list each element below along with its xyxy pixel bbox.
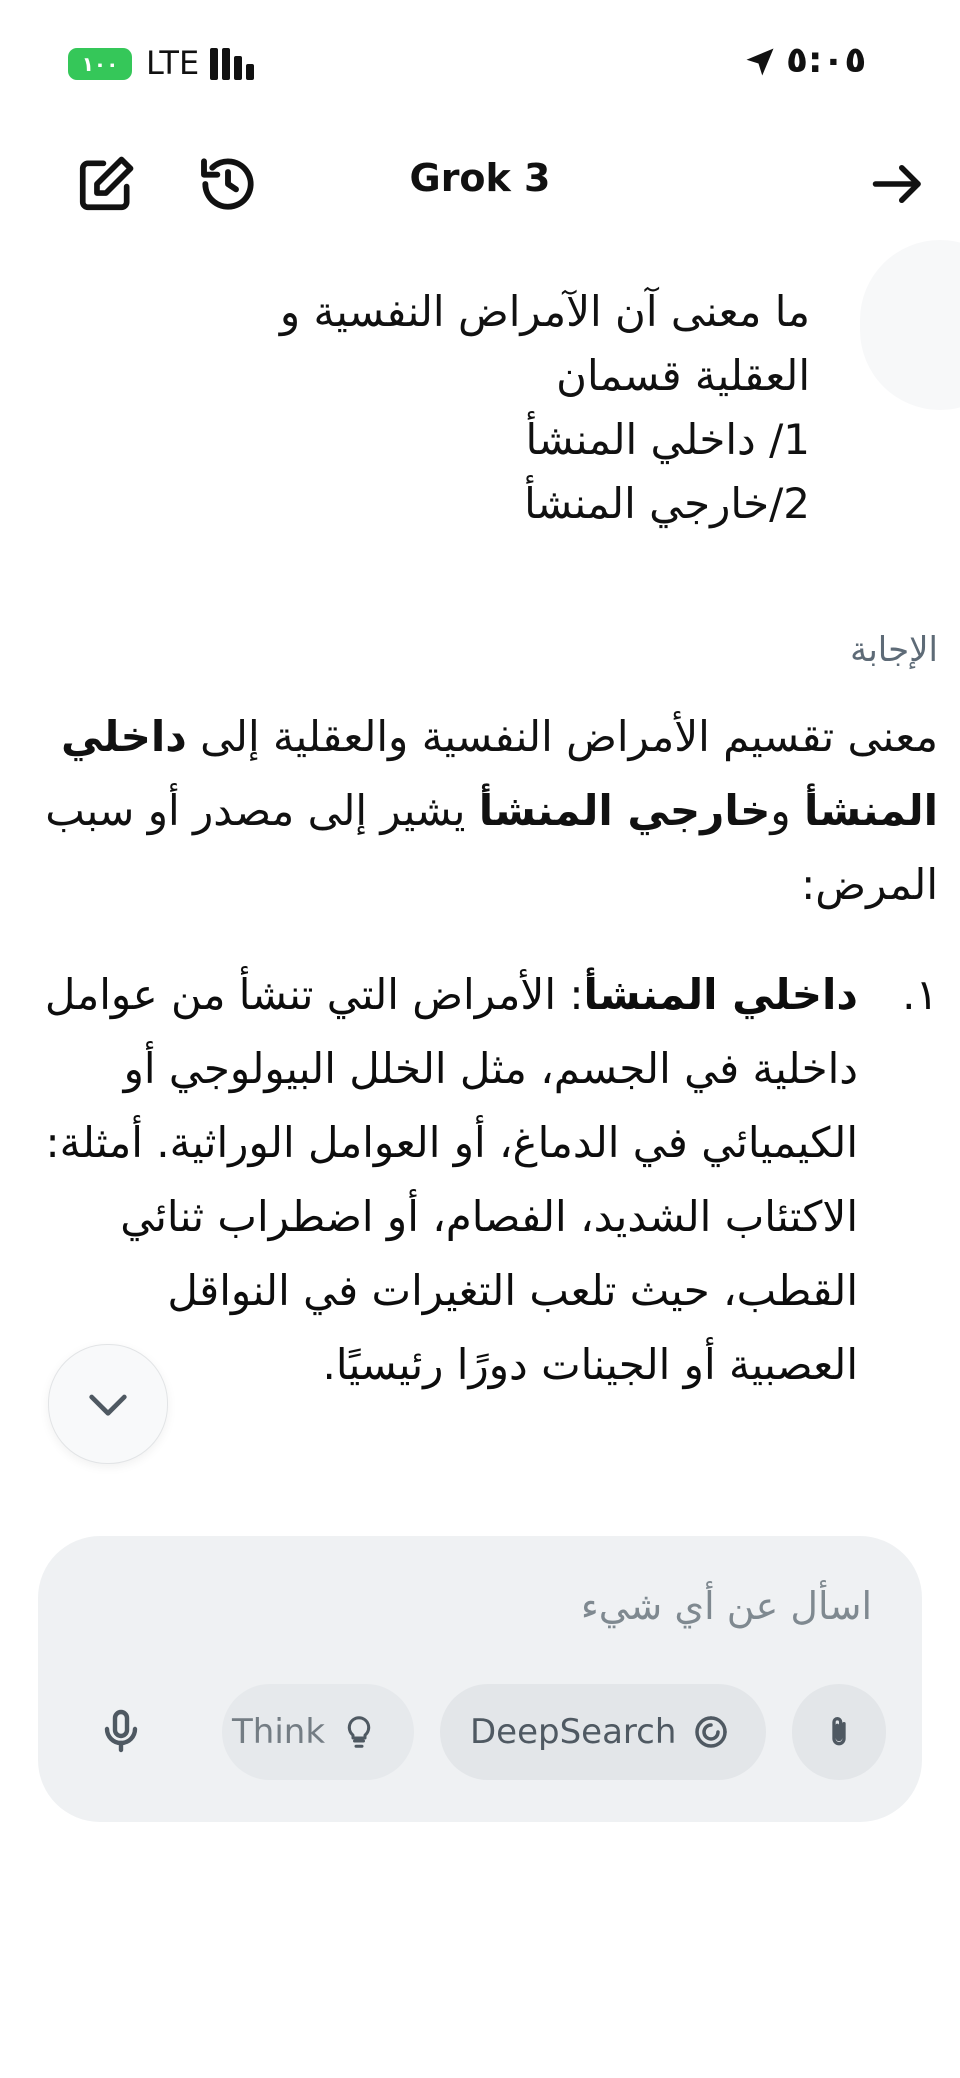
message-input[interactable]: اسأل عن أي شيء (580, 1584, 872, 1628)
user-message (190, 280, 810, 536)
edit-icon (75, 153, 137, 215)
user-message-line: 2/خارجي المنشأ (524, 479, 810, 528)
location-arrow-icon (742, 44, 778, 80)
lightbulb-icon (341, 1712, 377, 1752)
user-message-line: ما معنى آن الآمراض النفسية و (279, 287, 810, 336)
battery-indicator: ١٠٠ (68, 48, 132, 80)
list-item-number: ١. (902, 970, 938, 1019)
page-title: Grok 3 (409, 156, 551, 200)
chevron-down-icon (80, 1376, 136, 1432)
intro-text: معنى تقسيم الأمراض النفسية والعقلية إلى (186, 712, 938, 761)
deepsearch-button[interactable] (440, 1684, 766, 1780)
carrier-label: LTE (146, 44, 200, 82)
clock: ٥:٠٥ (786, 40, 867, 81)
new-chat-button[interactable] (66, 144, 146, 224)
intro-bold-external: خارجي المنشأ (478, 786, 771, 835)
list-item-body: : الأمراض التي تنشأ من عوامل داخلية في الجسم، مثل الخلل البيولوجي أو الكيميائي في الدماغ، أو العوامل الوراثية. أمثلة: الاكتئاب الشديد، الفصام، أو اضطراب ثنائي القطب، حيث تلعب التغيرات في النواقل العصبية أو الجينات دورًا رئيسيًا. (44, 970, 858, 1389)
deepsearch-label: DeepSearch (470, 1712, 677, 1752)
answer-label: الإجابة (850, 630, 938, 670)
attach-button[interactable] (792, 1684, 886, 1780)
intro-text: يشير إلى مصدر أو سبب المرض: (45, 786, 938, 909)
user-message-line: العقلية قسمان (556, 351, 810, 400)
arrow-right-icon (868, 154, 928, 214)
paperclip-icon (819, 1710, 859, 1754)
think-button[interactable] (222, 1684, 414, 1780)
microphone-icon (97, 1703, 145, 1759)
user-message-line: 1/ داخلي المنشأ (525, 415, 810, 464)
answer-intro (18, 700, 938, 922)
deepsearch-icon (690, 1711, 732, 1753)
scroll-down-button[interactable] (48, 1344, 168, 1464)
intro-text: و (770, 786, 805, 835)
list-item-title: داخلي المنشأ (583, 970, 858, 1019)
voice-button[interactable] (86, 1686, 156, 1776)
signal-icon (210, 48, 260, 80)
forward-button[interactable] (858, 144, 938, 224)
message-bubble-edge (860, 240, 960, 410)
list-item-text (28, 958, 858, 1402)
think-label: Think (232, 1712, 326, 1752)
status-bar (0, 0, 960, 120)
history-button[interactable] (188, 144, 268, 224)
intro-bold-internal: داخلي المنشأ (60, 712, 938, 835)
history-icon (196, 152, 260, 216)
